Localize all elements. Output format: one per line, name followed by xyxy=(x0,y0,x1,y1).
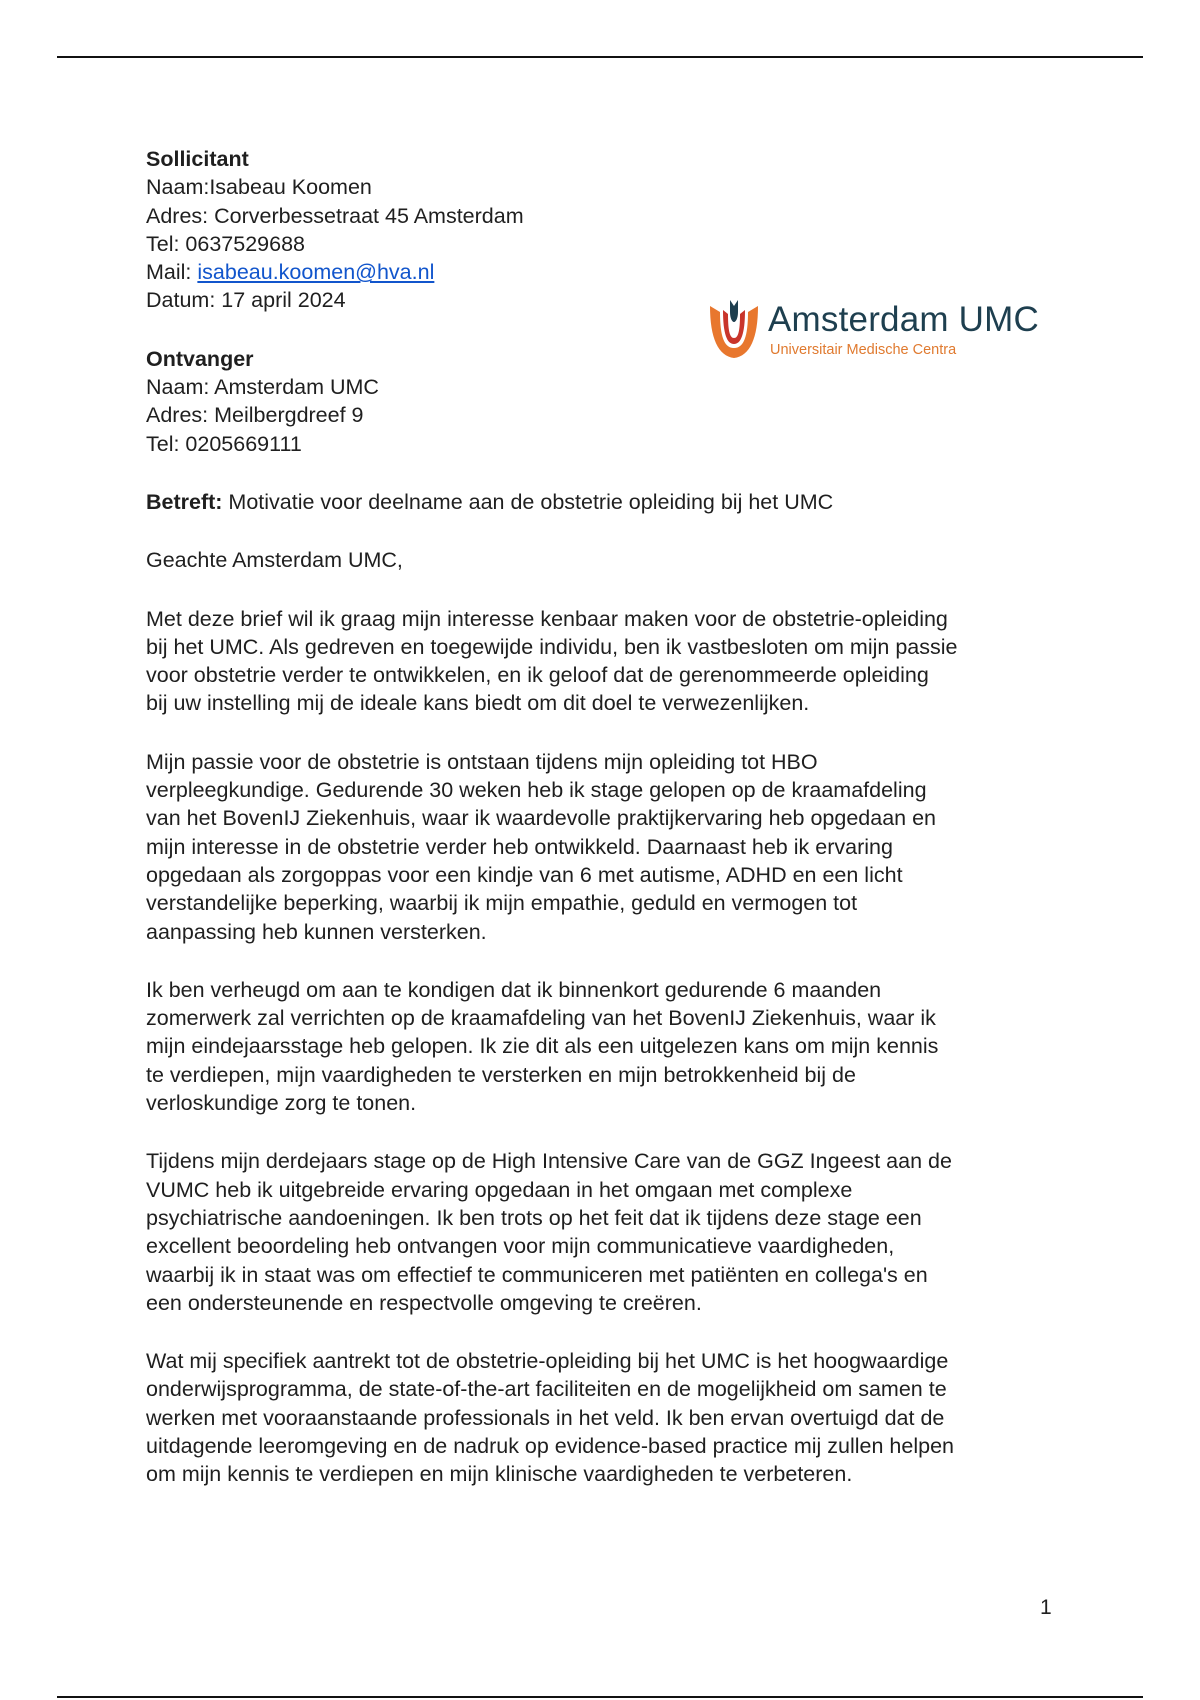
paragraph-line: bij het UMC. Als gedreven en toegewijde individu, ben ik vastbesloten om mijn passie xyxy=(146,634,958,659)
paragraph-line: te verdiepen, mijn vaardigheden te versterken en mijn betrokkenheid bij de xyxy=(146,1062,856,1087)
logo-tagline: Universitair Medische Centra xyxy=(770,342,957,358)
subject-line xyxy=(146,488,1066,516)
sender-mail-line xyxy=(146,258,1066,286)
bottom-rule xyxy=(57,1696,1143,1698)
paragraph-line: een ondersteunende en respectvolle omgeving te creëren. xyxy=(146,1290,702,1315)
body-paragraph xyxy=(146,605,1066,718)
paragraph-line: VUMC heb ik uitgebreide ervaring opgedaan in het omgaan met complexe xyxy=(146,1177,853,1202)
page-number: 1 xyxy=(1040,1596,1052,1619)
sender-mail-label: Mail: xyxy=(146,260,198,285)
spacer xyxy=(146,516,1066,546)
letter-paragraphs xyxy=(146,575,1066,1489)
recipient-heading: Ontvanger xyxy=(146,346,254,371)
paragraph-line: aanpassing heb kunnen versterken. xyxy=(146,919,487,944)
paragraph-line: uitdagende leeromgeving en de nadruk op evidence-based practice mij zullen helpen xyxy=(146,1433,954,1458)
paragraph-line: verpleegkundige. Gedurende 30 weken heb ik stage gelopen op de kraamafdeling xyxy=(146,778,927,803)
spacer xyxy=(146,1317,1066,1347)
sender-name: Naam:Isabeau Koomen xyxy=(146,175,372,200)
subject-label: Betreft: xyxy=(146,489,223,514)
paragraph-line: verloskundige zorg te tonen. xyxy=(146,1091,417,1116)
sender-block xyxy=(146,145,1066,315)
paragraph-line: Ik ben verheugd om aan te kondigen dat ik binnenkort gedurende 6 maanden xyxy=(146,977,882,1002)
body-paragraph xyxy=(146,748,1066,946)
paragraph-line: van het BovenIJ Ziekenhuis, waar ik waardevolle praktijkervaring heb opgedaan en xyxy=(146,806,936,831)
recipient-address: Adres: Meilbergdreef 9 xyxy=(146,403,364,428)
body-paragraph xyxy=(146,976,1066,1117)
sender-phone: Tel: 0637529688 xyxy=(146,231,306,256)
paragraph-line: Tijdens mijn derdejaars stage op de High Intensive Care van de GGZ Ingeest aan de xyxy=(146,1149,952,1174)
paragraph-line: excellent beoordeling heb ontvangen voor mijn communicatieve vaardigheden, xyxy=(146,1234,895,1259)
salutation-text: Geachte Amsterdam UMC, xyxy=(146,548,403,573)
recipient-block xyxy=(146,345,1066,458)
top-rule xyxy=(57,56,1143,58)
paragraph-line: voor obstetrie verder te ontwikkelen, en ik geloof dat de gerenommeerde opleiding xyxy=(146,663,929,688)
paragraph-line: om mijn kennis te verdiepen en mijn klinische vaardigheden te verbeteren. xyxy=(146,1462,853,1487)
sender-email-link[interactable]: isabeau.koomen@hva.nl xyxy=(197,260,435,285)
spacer xyxy=(146,315,1066,345)
spacer xyxy=(146,458,1066,488)
spacer xyxy=(146,575,1066,605)
paragraph-line: zomerwerk zal verrichten op de kraamafdeling van het BovenIJ Ziekenhuis, waar ik xyxy=(146,1006,936,1031)
spacer xyxy=(146,718,1066,748)
paragraph-line: Wat mij specifiek aantrekt tot de obstetrie-opleiding bij het UMC is het hoogwaardige xyxy=(146,1349,949,1374)
sender-date: Datum: 17 april 2024 xyxy=(146,288,346,313)
paragraph-line: verstandelijke beperking, waarbij ik mijn empathie, geduld en vermogen tot xyxy=(146,891,858,916)
paragraph-line: mijn interesse in de obstetrie verder heb ontwikkeld. Daarnaast heb ik ervaring xyxy=(146,834,893,859)
body-paragraph xyxy=(146,1347,1066,1488)
paragraph-line: Met deze brief wil ik graag mijn interesse kenbaar maken voor de obstetrie-opleiding xyxy=(146,606,948,631)
spacer xyxy=(146,946,1066,976)
paragraph-line: mijn eindejaarsstage heb gelopen. Ik zie dit als een uitgelezen kans om mijn kennis xyxy=(146,1034,939,1059)
paragraph-line: onderwijsprogramma, de state-of-the-art faciliteiten en de mogelijkheid om samen te xyxy=(146,1377,947,1402)
paragraph-line: werken met vooraanstaande professionals in het veld. Ik ben ervan overtuigd dat de xyxy=(146,1405,945,1430)
paragraph-line: bij uw instelling mij de ideale kans biedt om dit doel te verwezenlijken. xyxy=(146,691,810,716)
recipient-phone: Tel: 0205669111 xyxy=(146,431,302,456)
logo-wordmark: Amsterdam UMC xyxy=(768,300,1039,339)
salutation xyxy=(146,546,1066,574)
spacer xyxy=(146,1117,1066,1147)
sender-address: Adres: Corverbessetraat 45 Amsterdam xyxy=(146,203,524,228)
body-paragraph xyxy=(146,1147,1066,1317)
paragraph-line: waarbij ik in staat was om effectief te communiceren met patiënten en collega's en xyxy=(146,1262,928,1287)
letter-body xyxy=(146,145,1066,1489)
paragraph-line: opgedaan als zorgoppas voor een kindje van 6 met autisme, ADHD en een licht xyxy=(146,862,903,887)
subject-text: Motivatie voor deelname aan de obstetrie opleiding bij het UMC xyxy=(222,489,834,514)
sender-heading: Sollicitant xyxy=(146,147,249,171)
recipient-name: Naam: Amsterdam UMC xyxy=(146,375,379,400)
paragraph-line: psychiatrische aandoeningen. Ik ben trots op het feit dat ik tijdens deze stage een xyxy=(146,1205,922,1230)
paragraph-line: Mijn passie voor de obstetrie is ontstaan tijdens mijn opleiding tot HBO xyxy=(146,749,818,774)
